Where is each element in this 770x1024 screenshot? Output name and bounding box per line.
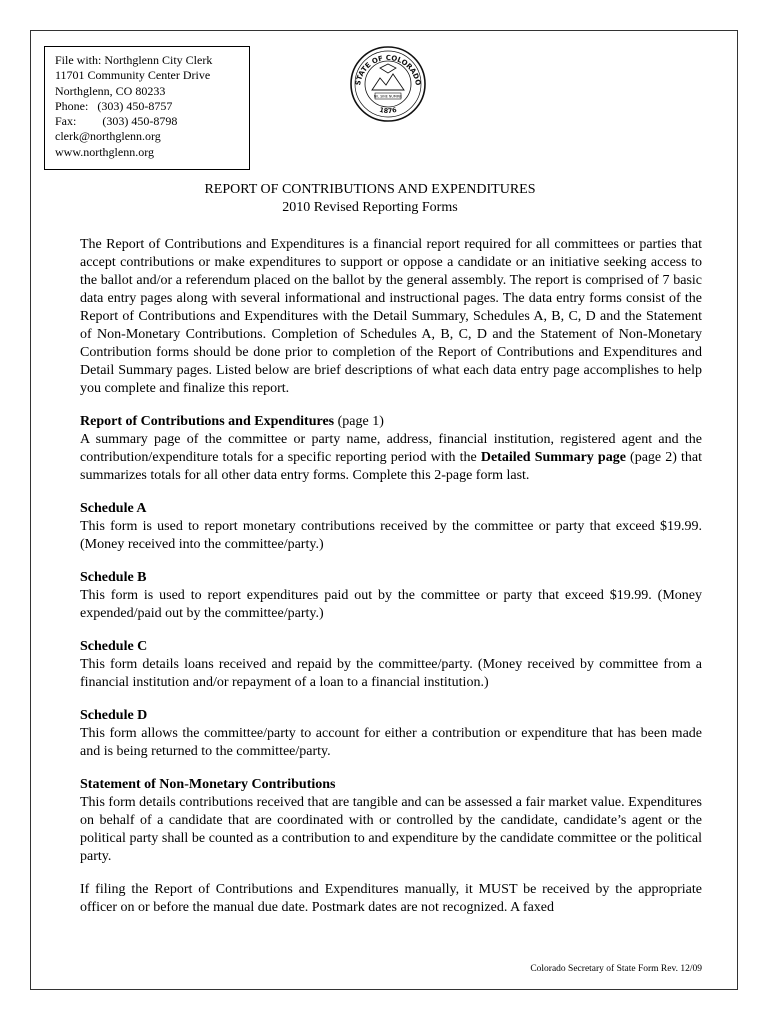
schedule-c-text: This form details loans received and repaid by the committee/party. (Money received by committee from a financial institution and/or repayment of a loan to a financial institution.) bbox=[80, 657, 702, 690]
detailed-summary-ref: Detailed Summary page bbox=[480, 450, 626, 465]
intro-paragraph: The Report of Contributions and Expenditures is a financial report required for all committees or parties that accept contributions or make expenditures to support or oppose a candidate or an initiative seeking access to the ballot and/or a referendum placed on the ballot by the general assembly. The report is comprised of 7 basic data entry pages along with several informational and instructional pages. The data entry forms consist of the Report of Contributions and Expenditures with the Detail Summary, Schedules A, B, C, D and the Statement of Non-Monetary Contributions. Completion of Schedules A, B, C, D and the Statement of Non-Monetary Contribution forms should be done prior to completion of the Report of Contributions and Expenditures and Detail Summary pages. Listed below are brief descriptions of what each data entry page accomplishes to help you complete and finalize this report. bbox=[80, 237, 702, 396]
phone-label: Phone: bbox=[55, 98, 89, 113]
form-footer: Colorado Secretary of State Form Rev. 12/09 bbox=[530, 964, 702, 974]
report-heading: Report of Contributions and Expenditures bbox=[80, 414, 335, 429]
phone-number: (303) 450-8757 bbox=[97, 98, 173, 113]
document-title: REPORT OF CONTRIBUTIONS AND EXPENDITURES bbox=[204, 182, 536, 197]
fax-label: Fax: bbox=[55, 114, 77, 129]
colorado-state-seal-icon bbox=[338, 44, 438, 124]
report-text-b: (page 2) that summarizes totals for all other data entry forms. Complete this 2-page form last. bbox=[80, 450, 702, 483]
non-monetary-text: This form details contributions received that are tangible and can be assessed a fair market value. Expenditures on behalf of a candidate that are coordinated with or controlled by the candidate, candidate’s agent or the political party shall be counted as a contribution to and expenditure by the candidate committee or the political party. bbox=[80, 795, 702, 864]
schedule-b-section bbox=[80, 569, 702, 623]
schedule-a-text: This form is used to report monetary contributions received by the committee or party that exceed $19.99. (Money received into the committee/party.) bbox=[80, 519, 702, 552]
report-section bbox=[80, 413, 702, 485]
schedule-a-section bbox=[80, 500, 702, 554]
document-body bbox=[80, 236, 702, 917]
schedule-b-text: This form is used to report expenditures paid out by the committee or party that exceed $19.99. (Money expended/paid out by the committee/party.) bbox=[80, 588, 702, 621]
website-line: www.northglenn.org bbox=[55, 144, 154, 159]
email-line: clerk@northglenn.org bbox=[55, 129, 161, 144]
schedule-d-text: This form allows the committee/party to account for either a contribution or expenditure that has been made and is being returned to the committee/party. bbox=[80, 726, 702, 759]
schedule-a-heading: Schedule A bbox=[80, 501, 147, 516]
schedule-c-section bbox=[80, 638, 702, 692]
seal-motto-text: NIL SINE NUMINE bbox=[373, 94, 403, 99]
schedule-d-heading: Schedule D bbox=[80, 708, 148, 723]
report-page-ref: (page 1) bbox=[334, 414, 384, 429]
city-line: Northglenn, CO 80233 bbox=[55, 83, 166, 98]
fax-number: (303) 450-8798 bbox=[102, 114, 178, 129]
street-line: 11701 Community Center Drive bbox=[55, 68, 211, 83]
filing-office-line: File with: Northglenn City Clerk bbox=[55, 53, 213, 67]
fax-line bbox=[55, 114, 249, 129]
seal-year-text: 1876 bbox=[378, 105, 398, 116]
svg-text:1876 bbox=[379, 106, 398, 115]
seal-state-text: STATE OF COLORADO bbox=[354, 53, 422, 87]
document-subtitle: 2010 Revised Reporting Forms bbox=[282, 200, 458, 215]
closing-paragraph: If filing the Report of Contributions and Expenditures manually, it MUST be received by the appropriate officer on or before the manual due date. Postmark dates are not recognized. A faxed bbox=[80, 882, 702, 915]
schedule-c-heading: Schedule C bbox=[80, 639, 148, 654]
non-monetary-section bbox=[80, 776, 702, 866]
report-text-a: A summary page of the committee or party name, address, financial institution, registered agent and the contribution/expenditure totals for a specific reporting period with the bbox=[80, 432, 702, 465]
schedule-d-section bbox=[80, 707, 702, 761]
phone-line bbox=[55, 99, 249, 114]
schedule-b-heading: Schedule B bbox=[80, 570, 147, 585]
non-monetary-heading: Statement of Non-Monetary Contributions bbox=[80, 777, 336, 792]
filing-address-box bbox=[44, 46, 250, 170]
